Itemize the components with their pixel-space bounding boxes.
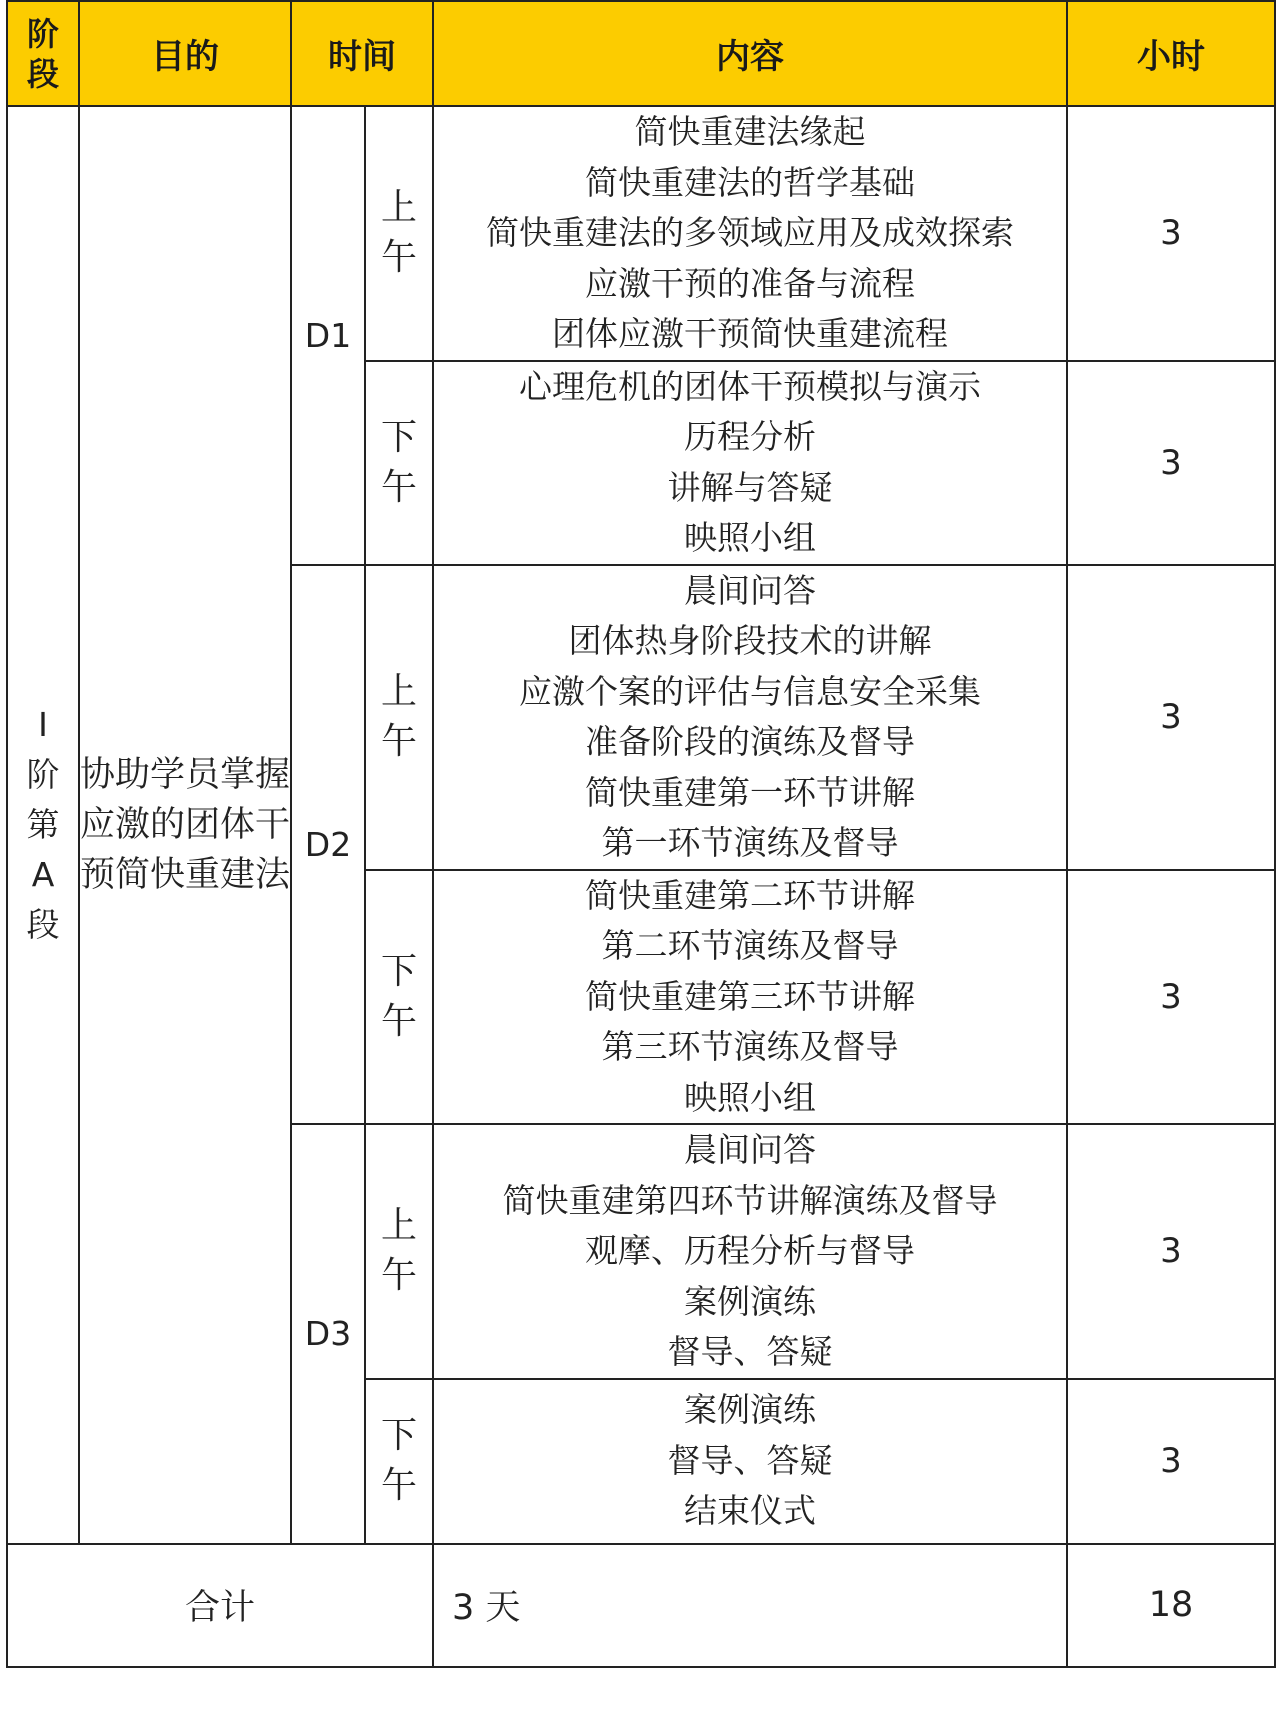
period-text: 下午 xyxy=(381,950,418,1042)
content-line: 心理危机的团体干预模拟与演示 xyxy=(519,366,981,406)
day-cell-d2: D2 xyxy=(291,565,365,1125)
period-text: 下午 xyxy=(381,416,418,508)
header-row xyxy=(7,1,1275,106)
content-cell xyxy=(433,1124,1067,1379)
period-cell xyxy=(365,1379,433,1544)
content-line: 晨间问答 xyxy=(684,1130,816,1169)
period-text: 上午 xyxy=(381,187,418,279)
header-purpose: 目的 xyxy=(79,1,291,106)
content-line: 简快重建法的多领域应用及成效探索 xyxy=(486,213,1014,252)
session-row xyxy=(7,106,1275,361)
period-cell xyxy=(365,1124,433,1379)
hours-cell: 3 xyxy=(1067,870,1275,1125)
content-line: 简快重建第一环节讲解 xyxy=(585,772,915,812)
hours-cell: 3 xyxy=(1067,361,1275,565)
content-cell xyxy=(433,361,1067,565)
day-cell-d1: D1 xyxy=(291,106,365,565)
content-line: 讲解与答疑 xyxy=(667,467,833,507)
hours-cell: 3 xyxy=(1067,1379,1275,1544)
period-cell xyxy=(365,361,433,565)
period-text: 上午 xyxy=(381,1205,418,1297)
content-line: 应激个案的评估与信息安全采集 xyxy=(519,671,981,711)
stage-char: I xyxy=(38,704,48,744)
stage-char: 第 xyxy=(26,804,60,844)
content-line: 督导、答疑 xyxy=(667,1332,833,1371)
period-cell xyxy=(365,565,433,870)
period-text: 下午 xyxy=(381,1415,418,1506)
header-time: 时间 xyxy=(291,1,433,106)
stage-char: 段 xyxy=(26,904,60,944)
content-cell xyxy=(433,870,1067,1125)
stage-char: A xyxy=(31,854,55,894)
period-text: 上午 xyxy=(381,671,418,762)
content-line: 映照小组 xyxy=(684,1077,816,1117)
content-line: 案例演练 xyxy=(684,1281,816,1321)
content-line: 历程分析 xyxy=(684,417,816,456)
content-line: 晨间问答 xyxy=(684,570,816,610)
content-line: 简快重建法的哲学基础 xyxy=(585,162,915,202)
stage-char: 阶 xyxy=(26,754,60,794)
content-cell xyxy=(433,565,1067,870)
hours-cell: 3 xyxy=(1067,106,1275,361)
total-hours: 18 xyxy=(1067,1544,1275,1667)
day-cell-d3: D3 xyxy=(291,1124,365,1544)
purpose-cell xyxy=(79,106,291,1544)
content-line: 简快重建第二环节讲解 xyxy=(585,875,915,915)
content-line: 结束仪式 xyxy=(684,1491,816,1531)
total-row xyxy=(7,1544,1275,1667)
content-line: 映照小组 xyxy=(684,518,816,557)
header-stage-text: 阶段 xyxy=(26,14,59,93)
content-line: 团体应激干预简快重建流程 xyxy=(552,314,948,353)
purpose-text: 协助学员掌握应激的团体干预简快重建法 xyxy=(80,754,291,895)
header-stage xyxy=(7,1,79,106)
header-content: 内容 xyxy=(433,1,1067,106)
content-line: 第一环节演练及督导 xyxy=(601,823,899,862)
header-hours: 小时 xyxy=(1067,1,1275,106)
content-cell xyxy=(433,1379,1067,1544)
content-line: 第二环节演练及督导 xyxy=(601,926,899,965)
content-line: 团体热身阶段技术的讲解 xyxy=(568,621,932,660)
total-days: 3 天 xyxy=(433,1544,1067,1667)
content-line: 案例演练 xyxy=(684,1390,816,1430)
schedule-table xyxy=(6,0,1276,1668)
content-line: 应激干预的准备与流程 xyxy=(585,263,915,303)
total-label: 合计 xyxy=(7,1544,433,1667)
content-line: 第三环节演练及督导 xyxy=(601,1027,899,1066)
content-line: 准备阶段的演练及督导 xyxy=(585,722,915,761)
content-cell xyxy=(433,106,1067,361)
content-line: 简快重建第四环节讲解演练及督导 xyxy=(502,1180,998,1220)
stage-cell xyxy=(7,106,79,1544)
period-cell xyxy=(365,106,433,361)
content-line: 简快重建法缘起 xyxy=(634,112,866,151)
content-line: 督导、答疑 xyxy=(667,1440,833,1480)
period-cell xyxy=(365,870,433,1125)
hours-cell: 3 xyxy=(1067,1124,1275,1379)
content-line: 观摩、历程分析与督导 xyxy=(585,1231,915,1270)
hours-cell: 3 xyxy=(1067,565,1275,870)
content-line: 简快重建第三环节讲解 xyxy=(585,976,915,1016)
